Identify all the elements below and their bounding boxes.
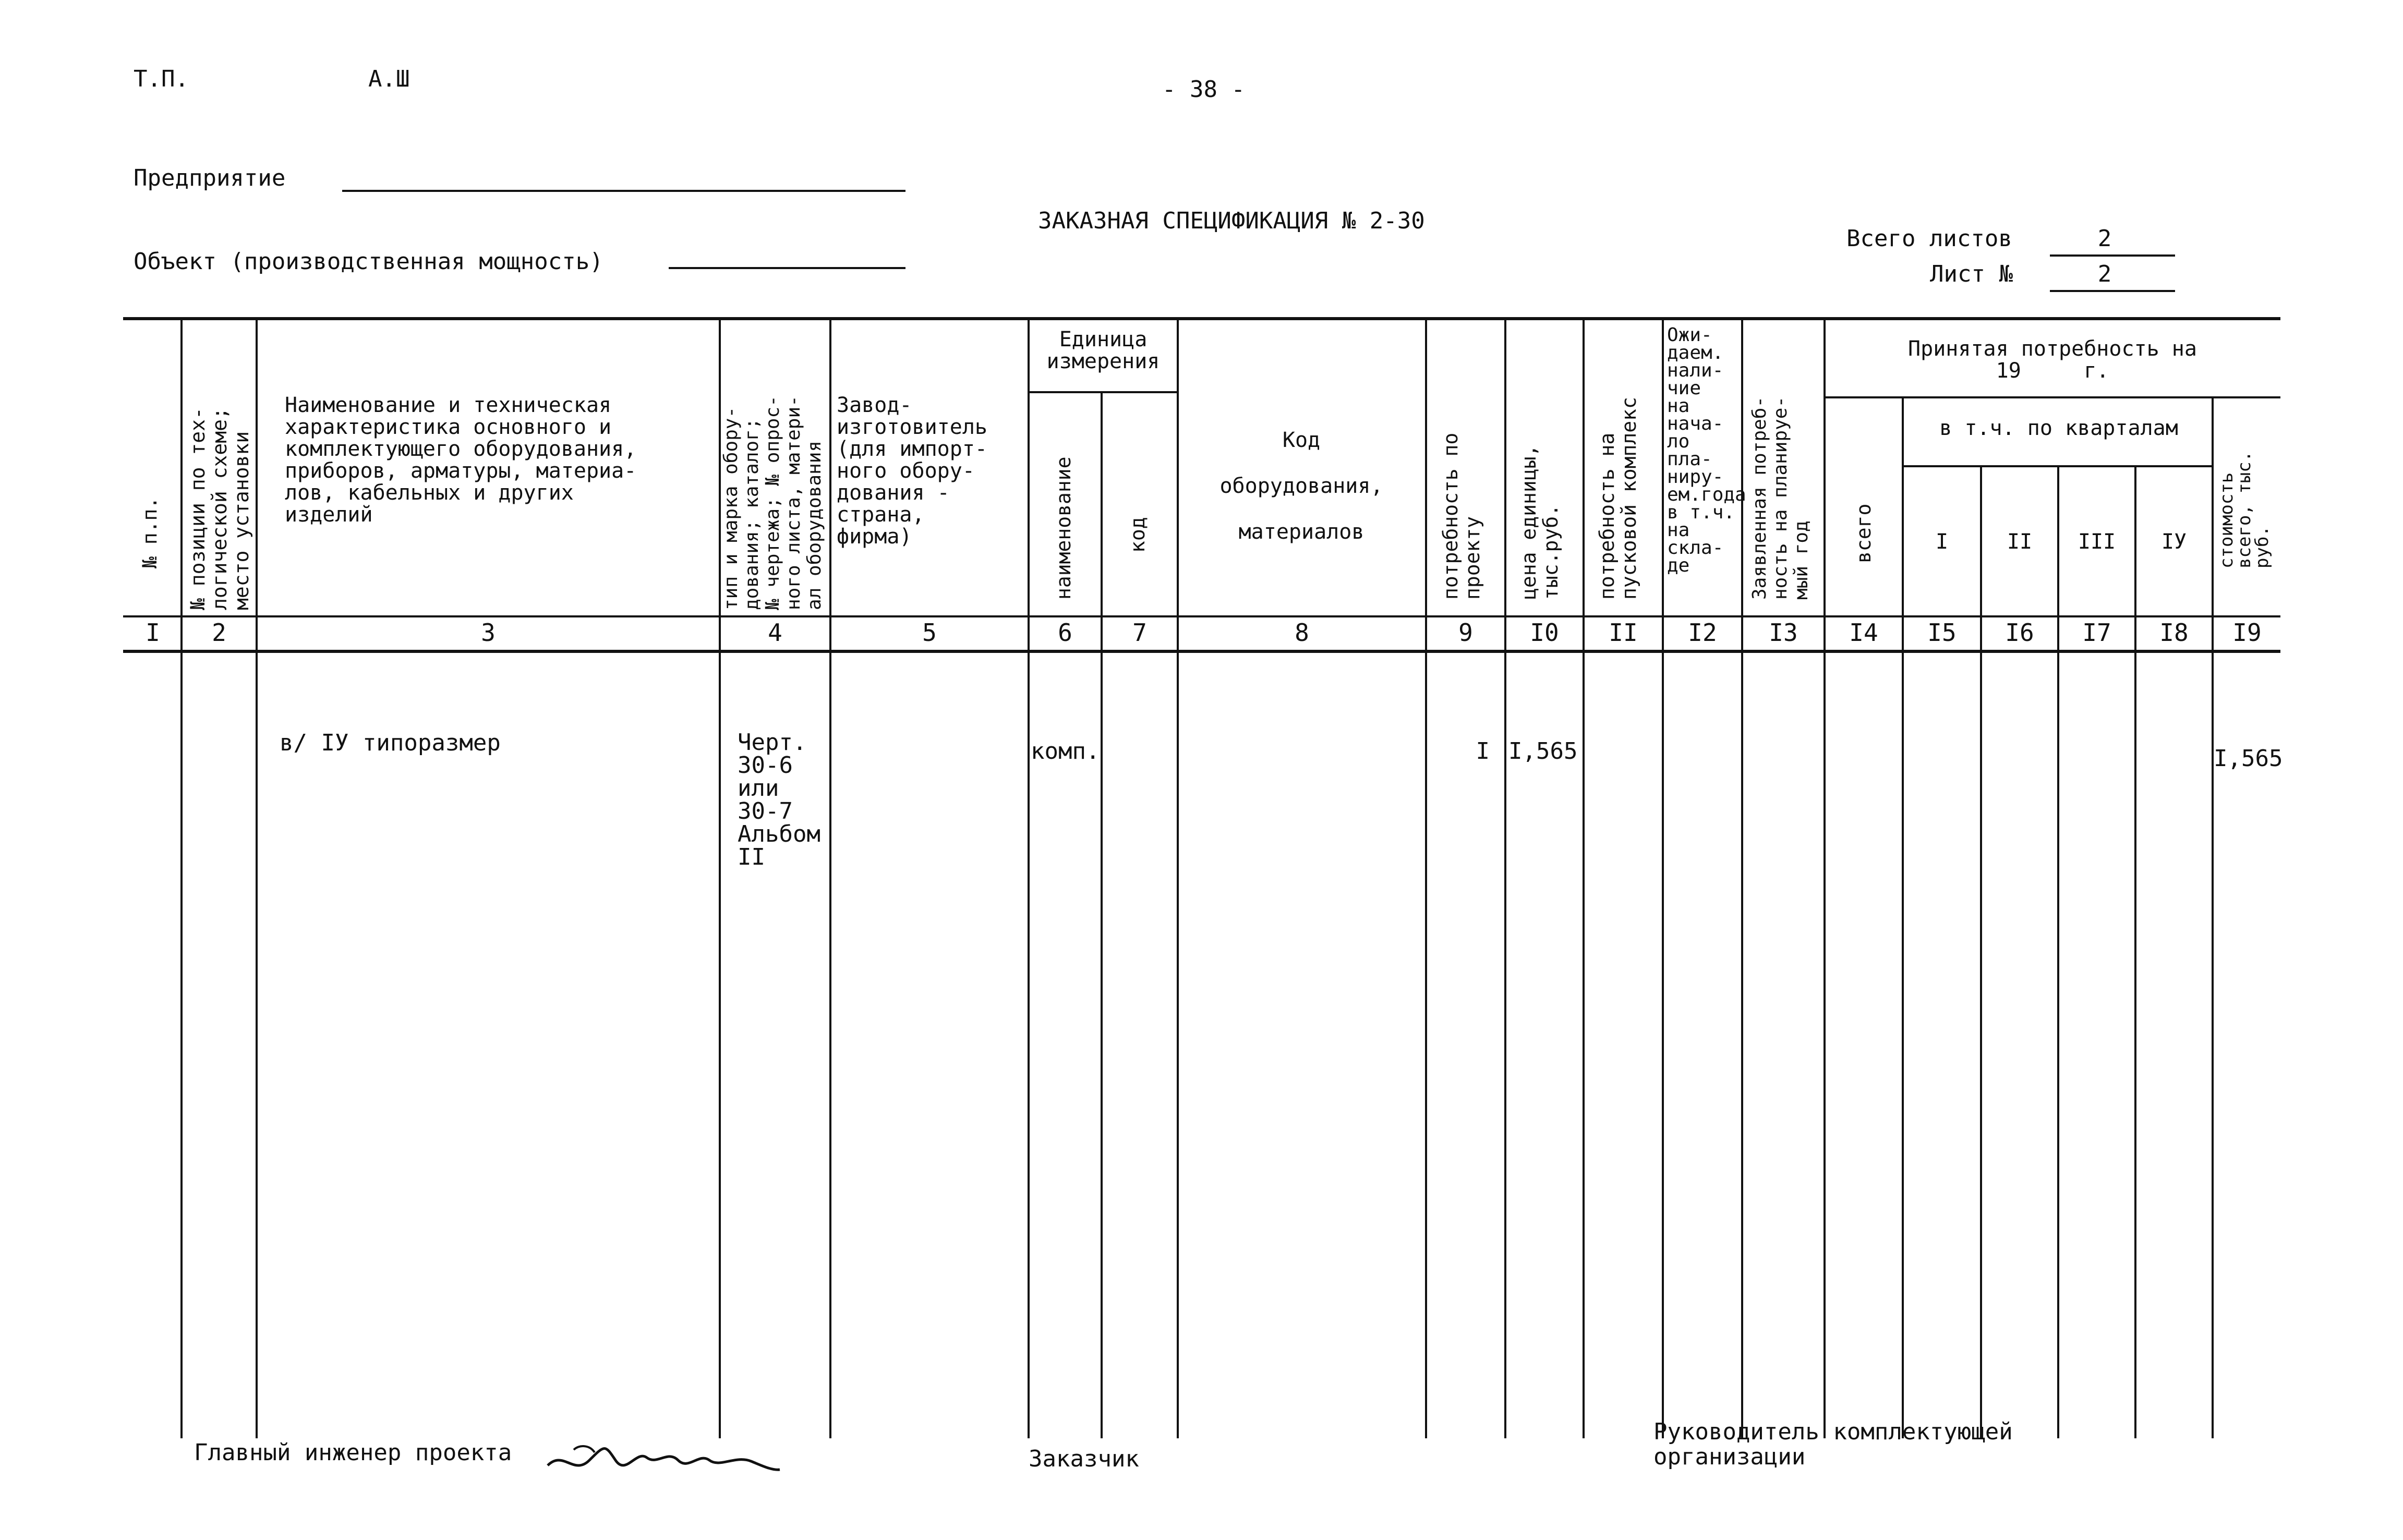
chief-engineer-label: Главный инженер проекта — [194, 1439, 512, 1466]
page-title: ЗАКАЗНАЯ СПЕЦИФИКАЦИЯ № 2-30 — [1038, 208, 1425, 234]
col-12-header: Ожи- даем. нали- чие на нача- ло пла- ниру- ем.года в т.ч. на скла- де — [1667, 324, 1746, 576]
col-divider-10 — [1583, 317, 1585, 1438]
numbers-row-border — [123, 650, 2280, 653]
col-divider-1 — [180, 317, 183, 1438]
column-number: I8 — [2159, 619, 2189, 647]
quarters-group-header: в т.ч. по кварталам — [1939, 416, 2178, 440]
column-number: 6 — [1058, 619, 1072, 647]
column-number: 3 — [481, 619, 496, 647]
col-divider-5 — [1028, 317, 1030, 1438]
column-number: 4 — [768, 619, 782, 647]
col-13-header: Заявленная потреб- ность на планируе- мый год — [1749, 396, 1812, 600]
column-number: 2 — [212, 619, 226, 647]
col-divider-7 — [1177, 317, 1179, 1438]
unit-group-header: Единица измерения — [1046, 328, 1160, 373]
table-top-border — [123, 317, 2280, 320]
column-number: 7 — [1132, 619, 1147, 647]
col-8-header: Код оборудования, материалов — [1219, 428, 1383, 544]
header-bottom-border — [123, 615, 2280, 617]
signature-icon — [542, 1429, 782, 1486]
column-number: I4 — [1849, 619, 1878, 647]
accepted-group-header: Принятая потребность на 19 г. — [1908, 337, 2197, 383]
col-4-header: тип и марка обору- дования; каталог; № чертежа; № опрос- ного листа, матери- ал оборудования — [720, 395, 825, 610]
col-19-header: стоимость всего, тыс. руб. — [2216, 451, 2273, 568]
col-divider-9 — [1504, 317, 1506, 1438]
column-number: I5 — [1927, 619, 1957, 647]
column-number: I9 — [2232, 619, 2262, 647]
item-unit: комп. — [1031, 738, 1100, 765]
page-number: - 38 - — [1162, 76, 1245, 103]
column-number: I6 — [2005, 619, 2034, 647]
column-number: I3 — [1769, 619, 1798, 647]
doc-code-left: Т.П. — [134, 66, 189, 92]
quarter-4-header: IУ — [2161, 530, 2187, 554]
enterprise-underline — [342, 190, 905, 192]
col-divider-17 — [2134, 465, 2136, 1438]
col-divider-8 — [1425, 317, 1427, 1438]
col-divider-16 — [2057, 465, 2059, 1438]
col-11-header: потребность на пусковой комплекс — [1596, 397, 1640, 600]
item-name: в/ IУ типоразмер — [280, 730, 501, 756]
object-underline — [669, 267, 905, 269]
quarter-3-header: III — [2078, 530, 2116, 554]
col-6-header: наименование — [1052, 456, 1075, 600]
item-need: I — [1476, 738, 1490, 765]
item-type-mark: Черт. 30-6 или 30-7 Альбом II — [738, 729, 820, 870]
column-number: I7 — [2082, 619, 2111, 647]
col-3-header: Наименование и техническая характеристика основного и комплектующего оборудования, приборов, арматуры, материа- лов, кабельных и других изделий — [285, 393, 637, 527]
col-divider-2 — [256, 317, 258, 1438]
sheets-total-underline — [2050, 254, 2175, 257]
sheet-label: Лист № — [1930, 261, 2013, 287]
item-cost: I,565 — [2214, 745, 2283, 772]
col-divider-4 — [829, 317, 831, 1438]
quarter-1-header: I — [1935, 530, 1949, 554]
sheet-value: 2 — [2097, 261, 2112, 287]
sheets-total-label: Всего листов — [1846, 225, 2012, 252]
col-divider-15 — [1980, 465, 1982, 1438]
customer-label: Заказчик — [1029, 1446, 1139, 1472]
column-number: 9 — [1458, 619, 1473, 647]
item-price: I,565 — [1508, 738, 1578, 765]
col-14-header: всего — [1852, 503, 1875, 563]
col-divider-11 — [1662, 317, 1664, 1438]
enterprise-label: Предприятие — [134, 165, 286, 191]
col-10-header: цена единицы, тыс.руб. — [1517, 444, 1562, 600]
doc-code-mid: А.Ш — [368, 66, 410, 92]
col-7-header: код — [1126, 517, 1149, 553]
sheets-total-value: 2 — [2097, 225, 2112, 252]
column-number: I — [146, 619, 160, 647]
unit-group-divider — [1028, 391, 1178, 393]
col-1-header: № п.п. — [138, 496, 161, 568]
sheet-underline — [2050, 290, 2175, 292]
col-divider-6 — [1101, 391, 1103, 1438]
column-number: 8 — [1295, 619, 1309, 647]
col-5-header: Завод- изготовитель (для импорт- ного обору- дования - страна, фирма) — [837, 393, 987, 549]
col-divider-18 — [2212, 396, 2214, 1438]
object-label: Объект (производственная мощность) — [134, 248, 603, 275]
column-number: II — [1609, 619, 1638, 647]
supplier-head-label: Руководитель комплектующей организации — [1653, 1418, 2013, 1470]
column-number: 5 — [922, 619, 937, 647]
column-number: I0 — [1530, 619, 1559, 647]
col-2-header: № позиции по тех- логической схеме; место установки — [186, 407, 253, 610]
column-number: I2 — [1688, 619, 1717, 647]
col-divider-13 — [1824, 317, 1826, 1438]
quarter-2-header: II — [2007, 530, 2033, 554]
col-9-header: потребность по проекту — [1439, 432, 1484, 600]
